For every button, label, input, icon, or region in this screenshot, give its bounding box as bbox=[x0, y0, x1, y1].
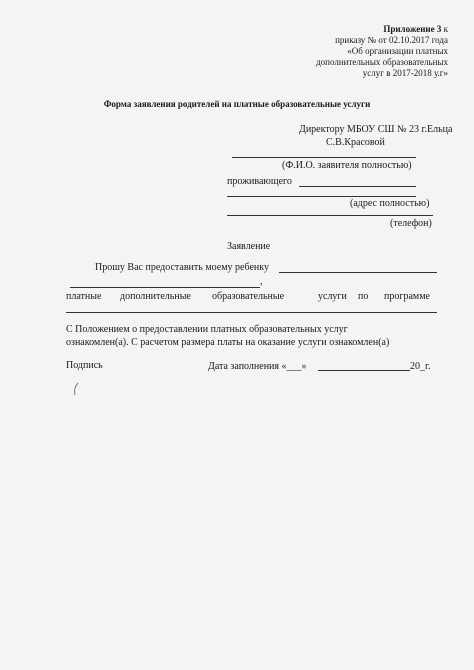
addressee-name: С.В.Красовой bbox=[326, 137, 385, 148]
child-name-line bbox=[279, 272, 437, 273]
child-name-line-2 bbox=[70, 287, 260, 288]
program-line bbox=[66, 312, 437, 313]
statement-word-program: программе bbox=[384, 291, 430, 302]
residing-label: проживающего bbox=[227, 176, 292, 187]
applicant-name-hint: (Ф.И.О. заявителя полностью) bbox=[282, 160, 412, 171]
statement-word-services: услуги bbox=[318, 291, 347, 302]
acknowledgement-line-1: С Положением о предоставлении платных образовательных услуг bbox=[66, 324, 348, 335]
form-title: Форма заявления родителей на платные образовательные услуги bbox=[103, 99, 371, 109]
phone-line bbox=[227, 215, 433, 216]
pen-mark bbox=[73, 382, 79, 396]
statement-request-text: Прошу Вас предоставить моему ребенку bbox=[95, 262, 269, 273]
fill-date-year: 20_г. bbox=[410, 361, 431, 372]
statement-title: Заявление bbox=[227, 241, 271, 252]
order-title-line-1: «Об организации платных bbox=[347, 46, 448, 56]
statement-word-educational: образовательные bbox=[212, 291, 285, 302]
address-hint: (адрес полностью) bbox=[350, 198, 430, 209]
addressee-line-1: Директору МБОУ СШ № 23 г.Ельца bbox=[299, 124, 453, 135]
order-title-line-3: услуг в 2017-2018 у.г» bbox=[362, 68, 448, 78]
signature-label: Подпись bbox=[66, 360, 103, 371]
order-reference-line: приказу № от 02.10.2017 года bbox=[335, 35, 448, 45]
appendix-number: Приложение 3 bbox=[383, 24, 442, 34]
applicant-name-line bbox=[232, 157, 416, 158]
appendix-label bbox=[383, 24, 448, 35]
statement-word-additional: дополнительные bbox=[120, 291, 191, 302]
statement-word-by: по bbox=[358, 291, 369, 302]
fill-date-line bbox=[318, 370, 410, 371]
acknowledgement-line-2: ознакомлен(а). С расчетом размера платы на оказание услуги ознакомлен(а) bbox=[66, 337, 390, 348]
order-title-line-2: дополнительных образовательных bbox=[316, 57, 448, 67]
fill-date-label: Дата заполнения «___» bbox=[208, 361, 307, 372]
statement-comma: , bbox=[260, 276, 263, 287]
phone-hint: (телефон) bbox=[390, 218, 432, 229]
statement-word-paid: платные bbox=[66, 291, 102, 302]
residing-line bbox=[299, 186, 416, 187]
address-line bbox=[227, 196, 416, 197]
appendix-suffix: к bbox=[441, 24, 448, 34]
